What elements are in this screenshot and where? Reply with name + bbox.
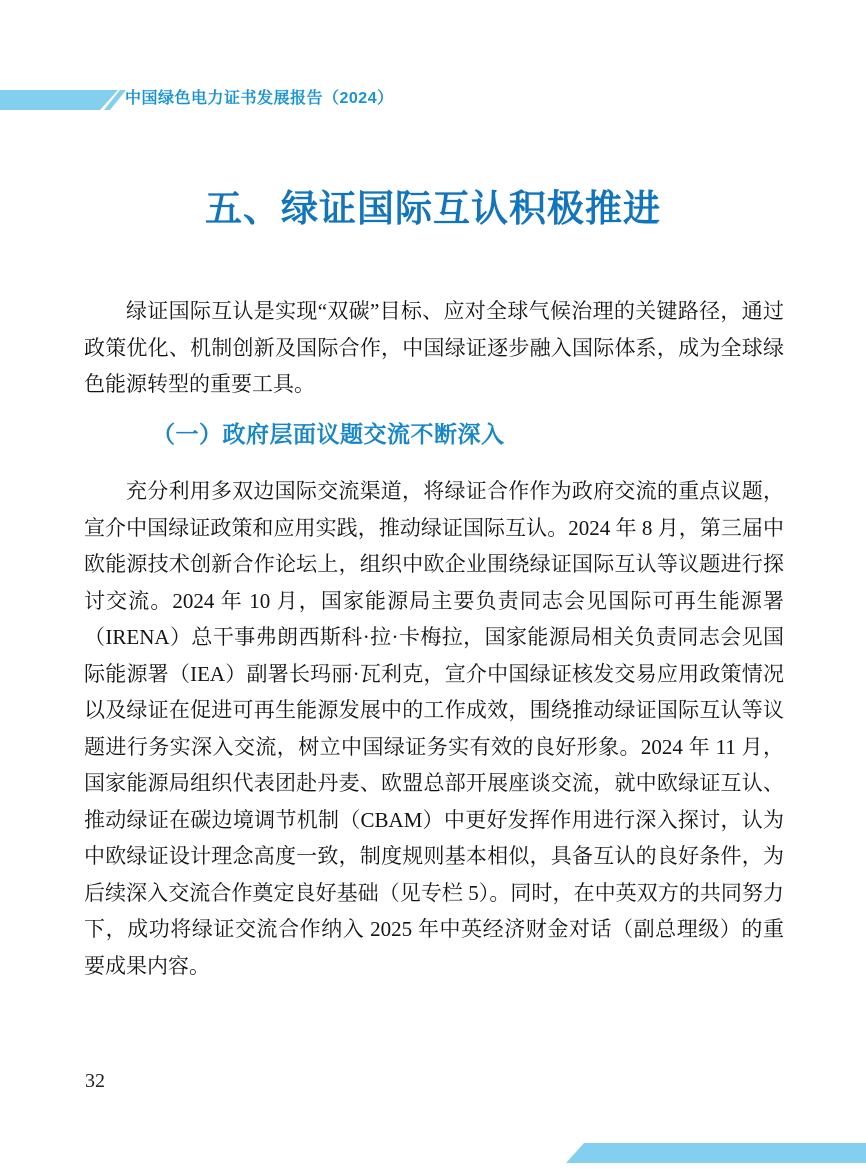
- header-accent-bar: [0, 90, 118, 110]
- section-heading: （一）政府层面议题交流不断深入: [152, 421, 505, 448]
- running-header-title: 中国绿色电力证书发展报告（2024）: [125, 90, 394, 107]
- section-paragraph: 充分利用多双边国际交流渠道，将绿证合作作为政府交流的重点议题，宣介中国绿证政策和应用实践，推动绿证国际互认。2024 年 8 月，第三届中欧能源技术创新合作论坛上，组织中欧企业围绕绿证国际互认等议题进行探讨交流。2024 年 10 月，国家能源局主要负责同志会见国际可再生能源署（IRENA）总干事弗朗西斯科·拉·卡梅拉，国家能源局相关负责同志会见国际能源署（IEA）副署长玛丽·瓦利克，宣介中国绿证核发交易应用政策情况以及绿证在促进可再生能源发展中的工作成效，围绕推动绿证国际互认等议题进行务实深入交流，树立中国绿证务实有效的良好形象。2024 年 11 月，国家能源局组织代表团赴丹麦、欧盟总部开展座谈交流，就中欧绿证互认、推动绿证在碳边境调节机制（CBAM）中更好发挥作用进行深入探讨，认为中欧绿证设计理念高度一致，制度规则基本相似，具备互认的良好条件，为后续深入交流合作奠定良好基础（见专栏 5）。同时，在中英双方的共同努力下，成功将绿证交流合作纳入 2025 年中英经济财金对话（副总理级）的重要成果内容。: [84, 479, 784, 978]
- page-number: 32: [85, 1070, 105, 1092]
- intro-paragraph: 绿证国际互认是实现“双碳”目标、应对全球气候治理的关键路径，通过政策优化、机制创新及国际合作，中国绿证逐步融入国际体系，成为全球绿色能源转型的重要工具。: [84, 299, 784, 396]
- footer-accent-bar: [566, 1143, 866, 1163]
- page-title: 五、绿证国际互认积极推进: [205, 187, 661, 229]
